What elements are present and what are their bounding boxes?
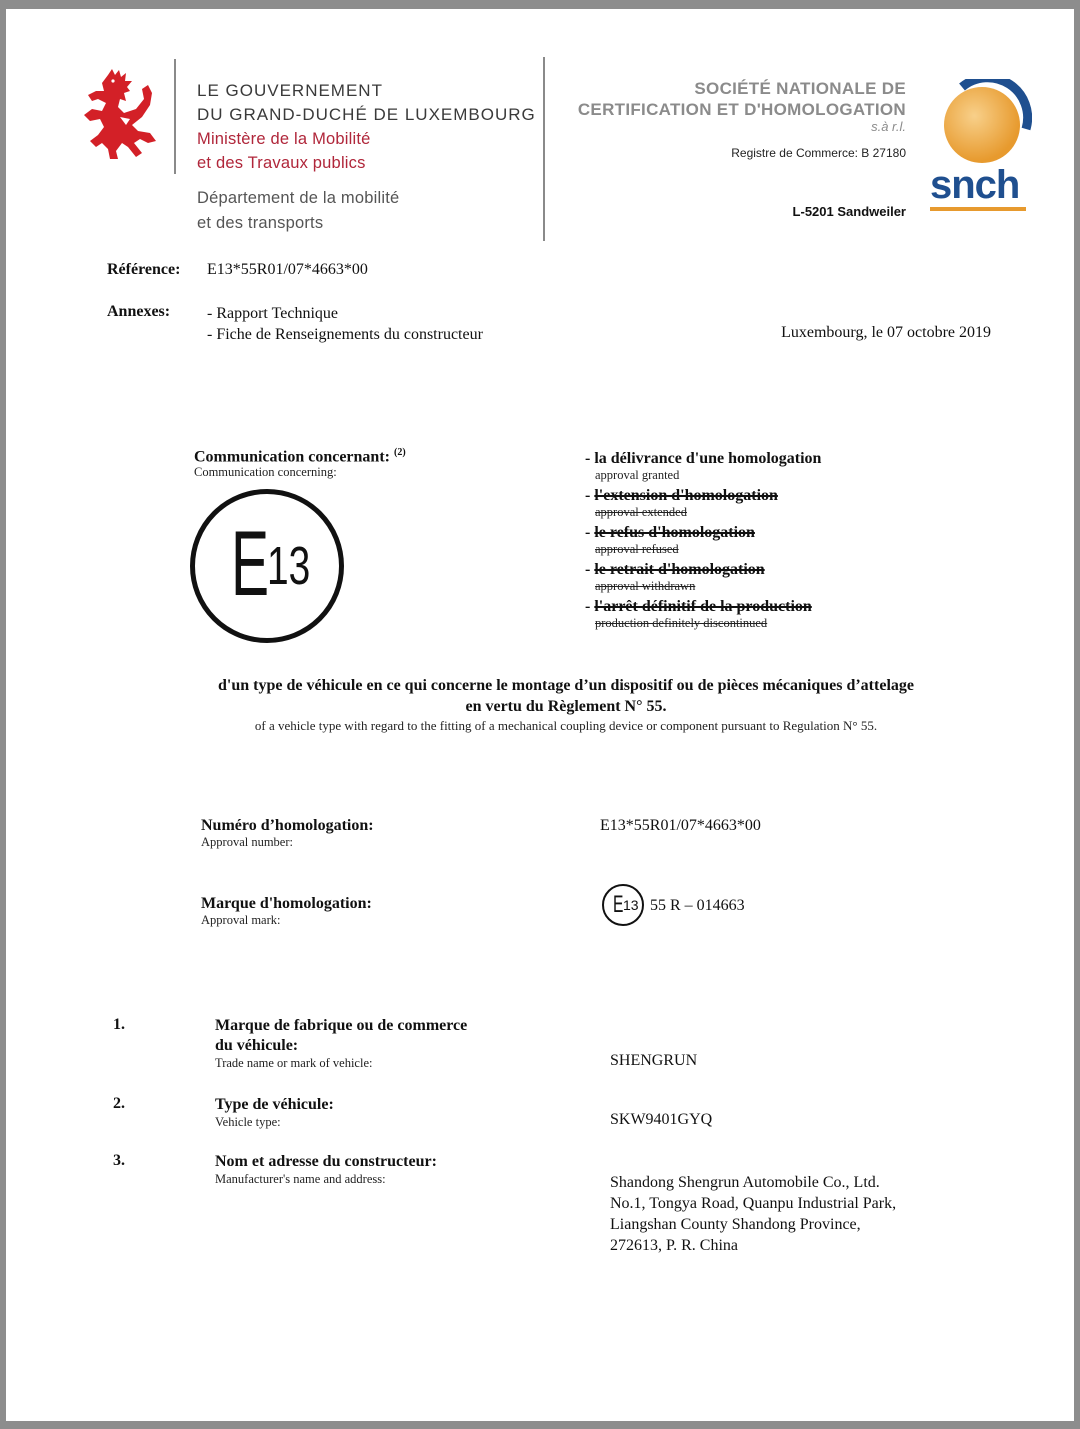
approval-number-value: E13*55R01/07*4663*00: [600, 817, 761, 834]
snch-logo: [926, 79, 1036, 219]
approval-number-label-fr: Numéro d’homologation:: [201, 817, 374, 834]
ministry-name: [197, 127, 371, 175]
document-page: [6, 9, 1074, 1421]
ministry-line-1: Ministère de la Mobilité: [197, 130, 371, 148]
subject-line-1: d'un type de véhicule en ce qui concerne le montage d’un dispositif ou de pièces mécaniques d’attelage: [218, 677, 914, 694]
footnote-marker: (2): [393, 447, 406, 458]
reference-label: Référence:: [107, 261, 181, 278]
snch-register: Registre de Commerce: B 27180: [731, 146, 906, 160]
option-discontinued: - l'arrêt définitif de la production production definitely discontinued: [585, 597, 821, 634]
communication-options: [585, 449, 821, 634]
emblem-letter: E: [231, 513, 270, 615]
subject-line-2: en vertu du Règlement N° 55.: [465, 698, 667, 715]
communication-label-fr: Communication concernant:: [194, 448, 390, 466]
snch-logo-text: snch: [930, 163, 1020, 207]
gov-line-2: DU GRAND-DUCHÉ DE LUXEMBOURG: [197, 105, 536, 124]
header-divider-left: [174, 59, 176, 174]
reference-value: E13*55R01/07*4663*00: [207, 261, 368, 278]
item-label-fr: Nom et adresse du constructeur:: [215, 1153, 437, 1170]
snch-globe-icon: [932, 79, 1032, 169]
item-label-en: Trade name or mark of vehicle:: [215, 1056, 373, 1070]
option-fr: le refus d'homologation: [594, 524, 755, 541]
item-label: [215, 1095, 334, 1130]
option-en: approval extended: [595, 505, 687, 519]
option-fr: la délivrance d'une homologation: [594, 450, 822, 467]
option-fr: le retrait d'homologation: [594, 561, 765, 578]
government-name: [197, 79, 536, 127]
option-granted: - la délivrance d'une homologation approval granted: [585, 450, 822, 482]
snch-address: L-5201 Sandweiler: [792, 204, 906, 219]
ministry-line-2: et des Travaux publics: [197, 154, 366, 172]
item-label-en: Manufacturer's name and address:: [215, 1172, 386, 1186]
snch-line-2: CERTIFICATION ET D'HOMOLOGATION: [577, 100, 906, 119]
approval-mark-label-en: Approval mark:: [201, 913, 281, 927]
option-en: approval refused: [595, 542, 679, 556]
approval-mark-value: 55 R – 014663: [650, 897, 745, 914]
item-label: [215, 1152, 437, 1187]
option-extended: - l'extension d'homologation approval extended: [585, 486, 821, 523]
manufacturer-address: [610, 1172, 896, 1256]
snch-line-1: SOCIÉTÉ NATIONALE DE: [694, 79, 906, 98]
item-value: SHENGRUN: [610, 1052, 698, 1069]
document-date: Luxembourg, le 07 octobre 2019: [781, 324, 991, 341]
item-label-fr: Marque de fabrique ou de commerce: [215, 1017, 468, 1034]
subject-block: [46, 675, 1074, 734]
item-number: 3.: [113, 1152, 125, 1169]
annex-item: - Rapport Technique: [207, 305, 338, 322]
gov-line-1: LE GOUVERNEMENT: [197, 81, 383, 100]
annexes-list: [207, 303, 483, 345]
dept-line-1: Département de la mobilité: [197, 189, 400, 207]
communication-label: [194, 447, 406, 480]
department-name: [197, 186, 399, 236]
option-en: approval granted: [595, 468, 680, 482]
snch-sarl: s.à r.l.: [871, 119, 906, 134]
address-line: Liangshan County Shandong Province,: [610, 1216, 861, 1233]
dept-line-2: et des transports: [197, 214, 324, 232]
emblem-letter: E: [613, 891, 624, 918]
option-en: production definitely discontinued: [595, 616, 768, 630]
approval-number-label-en: Approval number:: [201, 835, 293, 849]
annex-item: - Fiche de Renseignements du constructeur: [207, 326, 483, 343]
item-label-fr-2: du véhicule:: [215, 1037, 299, 1054]
communication-label-en: Communication concerning:: [194, 465, 337, 480]
option-fr: l'extension d'homologation: [594, 487, 778, 504]
address-line: Shandong Shengrun Automobile Co., Ltd.: [610, 1174, 880, 1191]
approval-number-label: [201, 817, 374, 850]
item-label-fr: Type de véhicule:: [215, 1096, 334, 1113]
emblem-number: 13: [267, 536, 311, 596]
option-fr: l'arrêt définitif de la production: [594, 598, 812, 615]
e13-emblem-large: [190, 489, 344, 643]
item-label: [215, 1016, 467, 1071]
item-number: 2.: [113, 1095, 125, 1112]
approval-mark-label-fr: Marque d'homologation:: [201, 895, 372, 912]
header-divider-middle: [543, 57, 545, 241]
annexes-label: Annexes:: [107, 303, 171, 320]
address-line: No.1, Tongya Road, Quanpu Industrial Park,: [610, 1195, 897, 1212]
approval-mark-label: [201, 895, 372, 928]
option-en: approval withdrawn: [595, 579, 696, 593]
option-refused: - le refus d'homologation approval refused: [585, 523, 821, 560]
emblem-number: 13: [623, 897, 639, 913]
address-line: 272613, P. R. China: [610, 1237, 739, 1254]
subject-en: of a vehicle type with regard to the fitting of a mechanical coupling device or component pursuant to Regulation N° 55.: [254, 718, 878, 733]
item-number: 1.: [113, 1016, 125, 1033]
item-value: SKW9401GYQ: [610, 1111, 713, 1128]
snch-logo-underline: [930, 207, 1026, 211]
luxembourg-lion-logo: [80, 69, 160, 159]
snch-company-name: [546, 78, 906, 120]
item-label-en: Vehicle type:: [215, 1115, 281, 1129]
option-withdrawn: - le retrait d'homologation approval withdrawn: [585, 560, 821, 597]
e13-emblem-small: [602, 884, 644, 926]
